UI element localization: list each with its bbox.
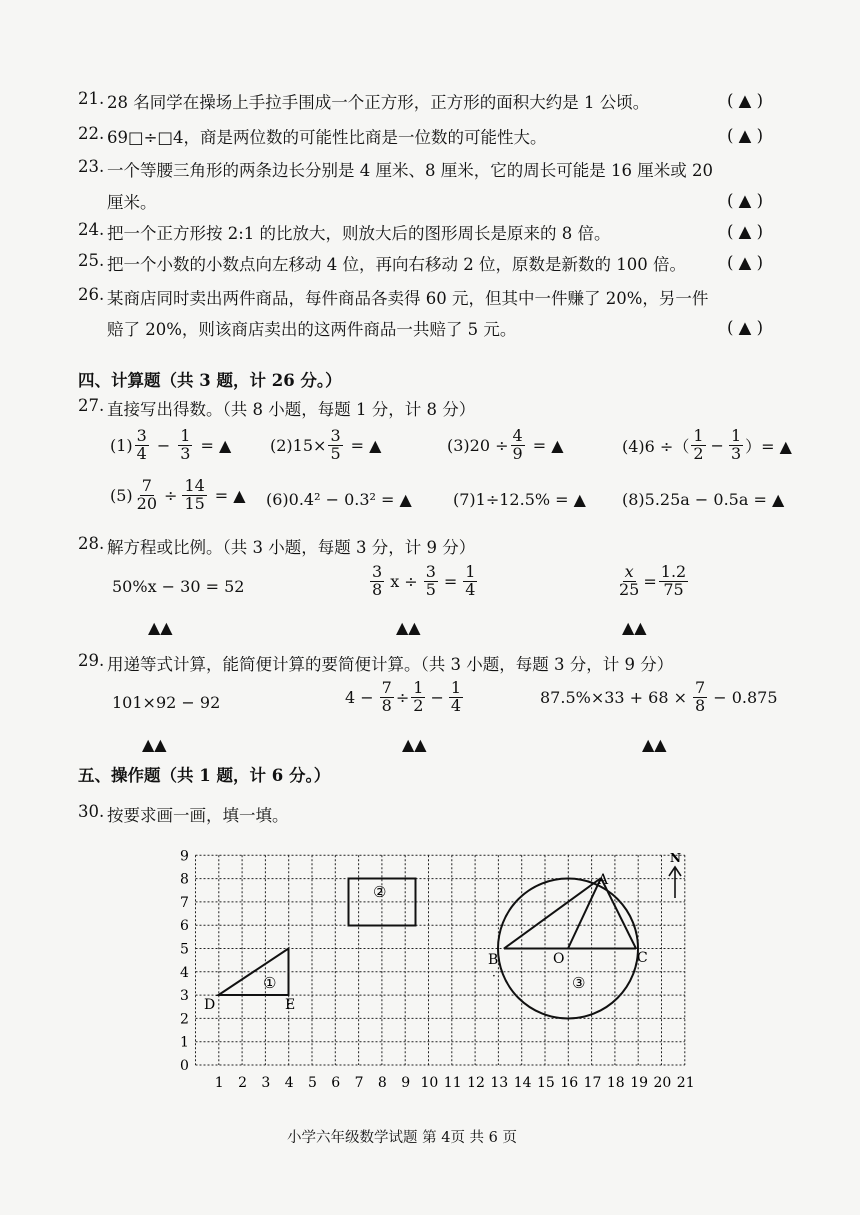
fraction: $\frac{3}{5}$ — [425, 562, 436, 599]
q26-answer-blank: ( ▲ ) — [727, 318, 764, 337]
x-tick-label: 11 — [443, 1075, 462, 1091]
fraction: $\frac{1}{4}$ — [465, 562, 476, 599]
q21-text: 28 名同学在操场上手拉手围成一个正方形，正方形的面积大约是 1 公顷。 — [107, 93, 650, 112]
y-tick-label: 0 — [180, 1058, 189, 1074]
q30-number: 30. — [78, 802, 105, 821]
q29-answer-marks-3: ▲▲ — [642, 735, 667, 754]
x-tick-label: 10 — [420, 1075, 439, 1091]
q27-expr-7: (7)1÷12.5% = ▲ — [453, 490, 586, 509]
q28-answer-marks-2: ▲▲ — [396, 618, 421, 637]
x-tick-label: 17 — [583, 1075, 602, 1091]
q26-text-cont: 赔了 20%，则该商店卖出的这两件商品一共赔了 5 元。 — [107, 320, 517, 339]
dot-mark: · — [492, 969, 496, 983]
x-tick-label: 7 — [354, 1075, 364, 1091]
fraction: $\frac{3}{4}$ — [136, 426, 147, 463]
q23-answer-blank: ( ▲ ) — [727, 191, 764, 210]
label-shape-3: ③ — [572, 974, 586, 992]
x-tick-label: 5 — [308, 1075, 317, 1091]
y-tick-label: 2 — [180, 1011, 189, 1028]
q28-answer-marks-3: ▲▲ — [622, 618, 647, 637]
fraction: $\frac{7}{8}$ — [381, 678, 392, 715]
y-axis-labels — [180, 848, 189, 1074]
q23-text: 一个等腰三角形的两条边长分别是 4 厘米、8 厘米，它的周长可能是 16 厘米或 20 — [107, 161, 713, 180]
q26-text: 某商店同时卖出两件商品，每件商品各卖得 60 元，但其中一件赚了 20%，另一件 — [107, 289, 709, 308]
q28-equation-1: 50%x − 30 = 52 — [112, 577, 245, 596]
q25-text: 把一个小数的小数点向左移动 4 位，再向右移动 2 位，原数是新数的 100 倍。 — [107, 255, 686, 274]
q29-answer-marks-1: ▲▲ — [142, 735, 167, 754]
y-tick-label: 1 — [180, 1034, 189, 1051]
q28-equation-2: $\frac{3}{8}$ x ÷ $\frac{3}{5}$ = $\frac{1}{4}$ — [372, 562, 476, 599]
north-label: N — [670, 851, 681, 865]
q29-answer-marks-2: ▲▲ — [402, 735, 427, 754]
q23-text-cont: 厘米。 — [107, 193, 157, 212]
north-arrow-icon — [669, 867, 681, 898]
section-4-heading: 四、计算题（共 3 题，计 26 分。） — [78, 371, 342, 390]
y-tick-label: 7 — [180, 894, 189, 911]
y-tick-label: 8 — [180, 871, 189, 888]
label-o: O — [553, 951, 565, 967]
y-tick-label: 4 — [180, 964, 189, 981]
q24-number: 24. — [78, 220, 105, 239]
q24-text: 把一个正方形按 2:1 的比放大，则放大后的图形周长是原来的 8 倍。 — [107, 224, 611, 243]
q25-number: 25. — [78, 251, 105, 270]
segment-ca — [601, 878, 636, 949]
q27-expr-2: (2)15× $\frac{3}{5}$ = ▲ — [270, 426, 382, 463]
label-shape-1: ① — [263, 974, 277, 992]
x-tick-label: 14 — [513, 1075, 532, 1091]
q27-expr-5: (5) $\frac{7}{20}$ ÷ $\frac{14}{15}$ = ▲ — [110, 476, 246, 513]
q22-number: 22. — [78, 124, 105, 143]
x-tick-label: 15 — [537, 1075, 555, 1091]
q29-text: 用递等式计算，能简便计算的要简便计算。（共 3 小题，每题 3 分，计 9 分） — [107, 655, 674, 674]
fraction: $\frac{x}{25}$ — [619, 562, 640, 599]
q29-expr-1: 101×92 − 92 — [112, 693, 221, 712]
q27-expr-8: (8)5.25a − 0.5a = ▲ — [622, 490, 785, 509]
fraction: $\frac{1}{3}$ — [730, 426, 742, 463]
q29-number: 29. — [78, 651, 105, 670]
q28-text: 解方程或比例。（共 3 小题，每题 3 分，计 9 分） — [107, 538, 476, 557]
fraction: $\frac{1}{2}$ — [413, 678, 424, 715]
x-tick-label: 13 — [490, 1075, 509, 1091]
q24-answer-blank: ( ▲ ) — [727, 222, 764, 241]
x-tick-label: 18 — [606, 1075, 625, 1091]
y-tick-label: 3 — [180, 988, 189, 1005]
segment-ba — [504, 878, 601, 949]
label-e: E — [285, 997, 296, 1013]
dotted-grid-lines — [196, 855, 685, 1065]
q27-number: 27. — [78, 396, 105, 415]
q29-expr-3: 87.5%×33 + 68 × $\frac{7}{8}$ − 0.875 — [540, 678, 778, 715]
q25-answer-blank: ( ▲ ) — [727, 253, 764, 272]
q22-answer-blank: ( ▲ ) — [727, 126, 764, 145]
q21-answer-blank: ( ▲ ) — [727, 91, 764, 110]
fraction: $\frac{3}{5}$ — [330, 426, 341, 463]
fraction: $\frac{1}{2}$ — [693, 426, 704, 463]
q27-expr-4: (4)6 ÷（ $\frac{1}{2}$ − $\frac{1}{3}$ ）= ▲ — [622, 426, 792, 463]
x-tick-label: 12 — [467, 1075, 485, 1091]
q28-number: 28. — [78, 534, 105, 553]
y-tick-label: 5 — [180, 941, 189, 958]
q23-number: 23. — [78, 157, 105, 176]
x-tick-label: 8 — [377, 1075, 387, 1091]
y-tick-label: 9 — [180, 848, 189, 865]
fraction: $\frac{4}{9}$ — [512, 426, 523, 463]
page-footer: 小学六年级数学试题 第 4页 共 6 页 — [287, 1130, 517, 1146]
q27-expr-3: (3)20 ÷ $\frac{4}{9}$ = ▲ — [447, 426, 564, 463]
fraction: $\frac{1.2}{75}$ — [660, 562, 687, 599]
fraction: $\frac{14}{15}$ — [184, 476, 205, 513]
label-b: B — [488, 952, 499, 968]
fraction: $\frac{3}{8}$ — [372, 562, 383, 599]
x-tick-label: 6 — [331, 1075, 341, 1091]
fraction: $\frac{1}{4}$ — [450, 678, 462, 715]
y-tick-label: 6 — [180, 918, 189, 935]
label-c: C — [637, 950, 648, 966]
q26-number: 26. — [78, 285, 105, 304]
x-tick-label: 9 — [401, 1075, 411, 1091]
x-axis-labels — [215, 1075, 695, 1091]
q28-proportion-3: $\frac{x}{25}$ = $\frac{1.2}{75}$ — [619, 562, 687, 599]
label-d: D — [204, 997, 216, 1013]
segment-oa — [568, 878, 601, 949]
label-a: A — [598, 872, 609, 888]
x-tick-label: 20 — [653, 1075, 672, 1091]
q28-answer-marks-1: ▲▲ — [148, 618, 173, 637]
x-tick-label: 4 — [284, 1075, 294, 1091]
q27-expr-1: (1) $\frac{3}{4}$ − $\frac{1}{3}$ = ▲ — [110, 426, 232, 463]
q27-expr-6: (6)0.4² − 0.3² = ▲ — [266, 490, 412, 509]
fraction: $\frac{7}{8}$ — [695, 678, 706, 715]
fraction: $\frac{1}{3}$ — [180, 426, 191, 463]
section-5-heading: 五、操作题（共 1 题，计 6 分。） — [78, 766, 331, 785]
q21-number: 21. — [78, 89, 105, 108]
x-tick-label: 1 — [214, 1075, 224, 1091]
x-tick-label: 2 — [238, 1075, 248, 1091]
fraction: $\frac{7}{20}$ — [136, 476, 158, 513]
x-tick-label: 3 — [261, 1075, 271, 1091]
q30-text: 按要求画一画，填一填。 — [107, 806, 289, 825]
x-tick-label: 21 — [676, 1075, 695, 1091]
q27-text: 直接写出得数。（共 8 小题，每题 1 分，计 8 分） — [107, 400, 476, 419]
label-shape-2: ② — [373, 883, 387, 901]
q22-text: 69□÷□4，商是两位数的可能性比商是一位数的可能性大。 — [107, 128, 547, 147]
q29-expr-2: 4 − $\frac{7}{8}$ ÷ $\frac{1}{2}$ − $\frac{1}{4}$ — [345, 678, 462, 715]
x-tick-label: 16 — [560, 1075, 579, 1091]
x-tick-label: 19 — [630, 1075, 649, 1091]
coordinate-grid-figure — [170, 840, 695, 1100]
